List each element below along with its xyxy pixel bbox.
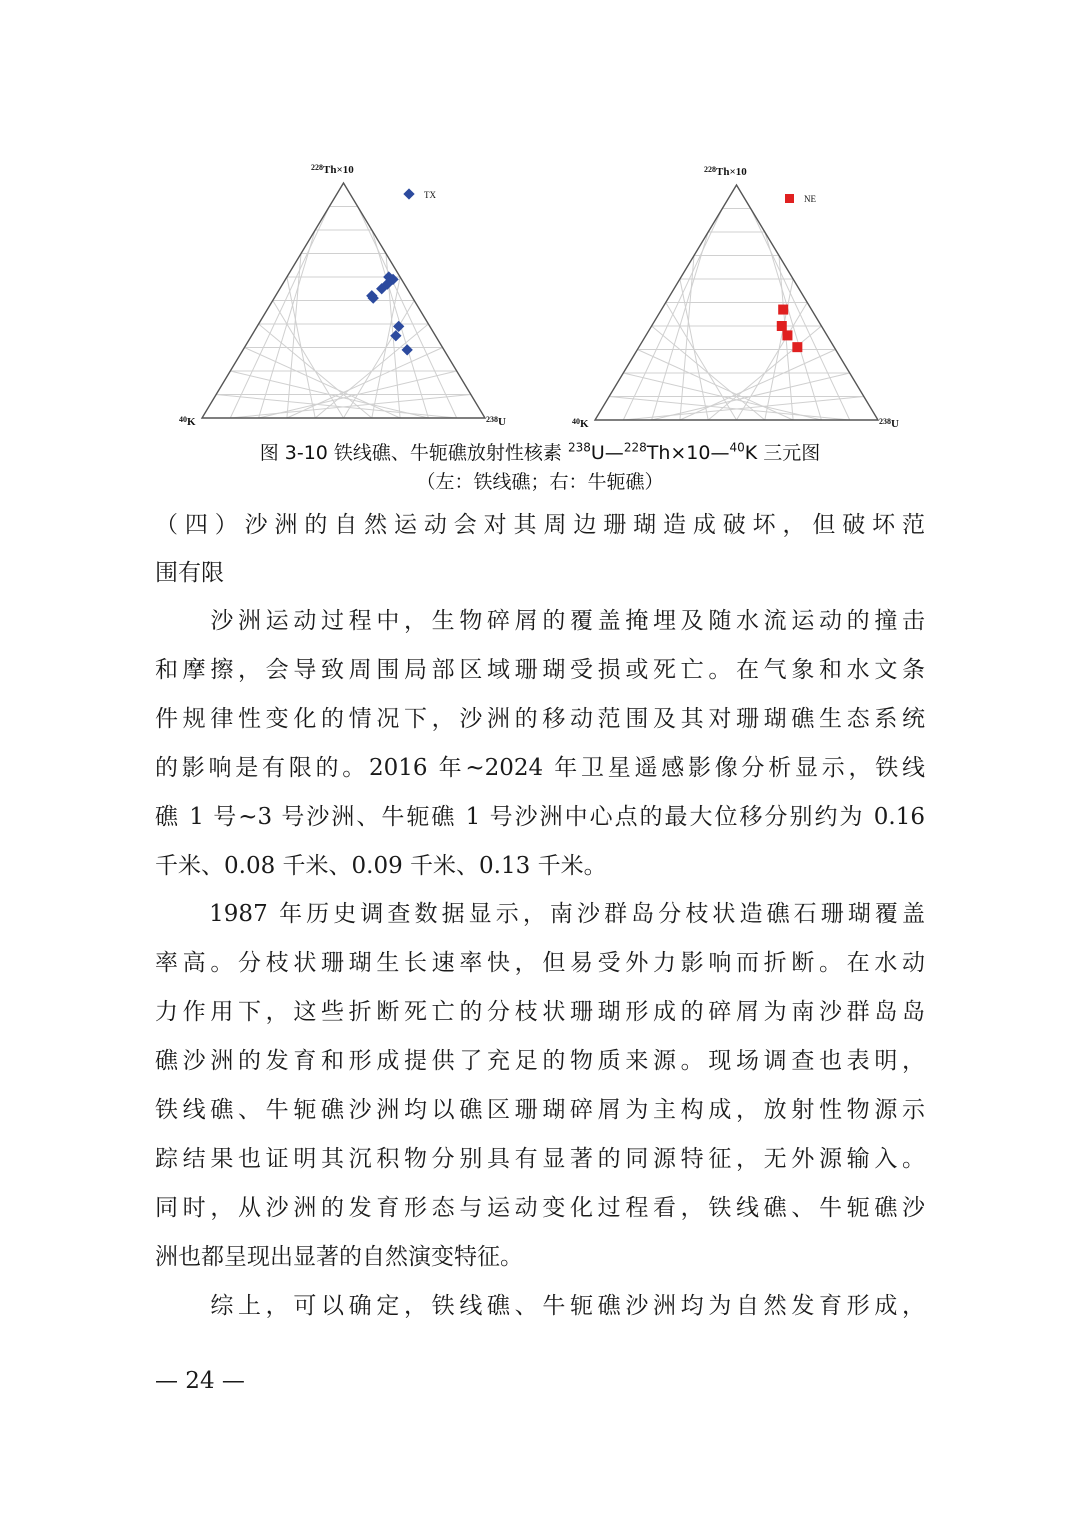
text-line: 礁 1 号~3 号沙洲、牛轭礁 1 号沙洲中心点的最大位移分别约为 0.16 [155,804,925,830]
figure-caption [0,438,1080,465]
top-vertex-label: $^{228}$Th×10 [704,165,747,178]
left-vertex-label: $^{40}$K [179,415,196,428]
data-point [393,321,404,332]
data-point [402,344,413,355]
text-line: 力作用下，这些折断死亡的分枝状珊瑚形成的碎屑为南沙群岛岛 [155,999,925,1025]
grid-line [666,303,737,421]
caption-sup-th: 228 [623,440,647,455]
grid-line [358,207,457,419]
data-point [782,330,792,340]
data-point [390,330,401,341]
top-vertex-label: $^{228}$Th×10 [311,163,354,176]
text-line: 同时，从沙洲的发育形态与运动变化过程看，铁线礁、牛轭礁沙 [155,1195,925,1221]
page-number: — 24 — [155,1368,245,1394]
data-point [792,342,802,352]
text-line: （四）沙洲的自然运动会对其周边珊瑚造成破坏，但破坏范 [155,512,925,538]
text-line: 的影响是有限的。2016 年~2024 年卫星遥感影像分析显示，铁线 [155,755,925,781]
data-point [777,321,787,331]
text-line: 沙洲运动过程中，生物碎屑的覆盖掩埋及随水流运动的撞击 [155,608,925,634]
left-vertex-label: $^{40}$K [572,417,589,430]
text-line: 件规律性变化的情况下，沙洲的移动范围及其对珊瑚礁生态系统 [155,706,925,732]
grid-lines [609,209,864,421]
text-line: 综上，可以确定，铁线礁、牛轭礁沙洲均为自然发育形成， [155,1293,925,1319]
text-line: 千米、0.08 千米、0.09 千米、0.13 千米。 [155,853,607,879]
caption-u: U— [590,442,624,464]
text-line: 1987 年历史调查数据显示，南沙群岛分枝状造礁石珊瑚覆盖 [155,901,925,927]
text-line: 和摩擦，会导致周围局部区域珊瑚受损或死亡。在气象和水文条 [155,657,925,683]
ternary-chart-niue [568,162,913,437]
caption-prefix: 图 3-10 铁线礁、牛轭礁放射性核素 [259,442,568,464]
legend-label-ne: NE [804,194,816,204]
text-line: 踪结果也证明其沉积物分别具有显著的同源特征，无外源输入。 [155,1146,925,1172]
text-line: 礁沙洲的发育和形成提供了充足的物质来源。现场调查也表明， [155,1048,925,1074]
caption-sup-u: 238 [567,440,591,455]
right-vertex-label: $^{238}$U [879,417,899,430]
grid-lines [216,207,471,419]
text-line: 围有限 [155,560,224,586]
figure-caption-subtitle: （左：铁线礁；右：牛轭礁） [416,471,664,493]
data-point [778,305,788,315]
grid-line [637,350,793,421]
caption-suffix: K 三元图 [744,442,821,464]
legend-label-tx: TX [424,190,436,200]
grid-line [216,395,457,419]
grid-line [609,397,850,421]
grid-line [751,209,850,421]
grid-line [244,348,400,419]
text-line: 铁线礁、牛轭礁沙洲均以礁区珊瑚碎屑为主构成，放射性物源示 [155,1097,925,1123]
text-line: 洲也都呈现出显著的自然演变特征。 [155,1244,523,1270]
legend-marker-tx [403,188,414,199]
ternary-chart-tiexian [175,160,520,435]
text-line: 率高。分枝状珊瑚生长速率快，但易受外力影响而折断。在水动 [155,950,925,976]
right-vertex-label: $^{238}$U [486,415,506,428]
caption-th: Th×10— [646,442,730,464]
grid-line [273,301,344,419]
legend-marker-ne [785,194,794,203]
caption-sup-k: 40 [729,440,745,455]
